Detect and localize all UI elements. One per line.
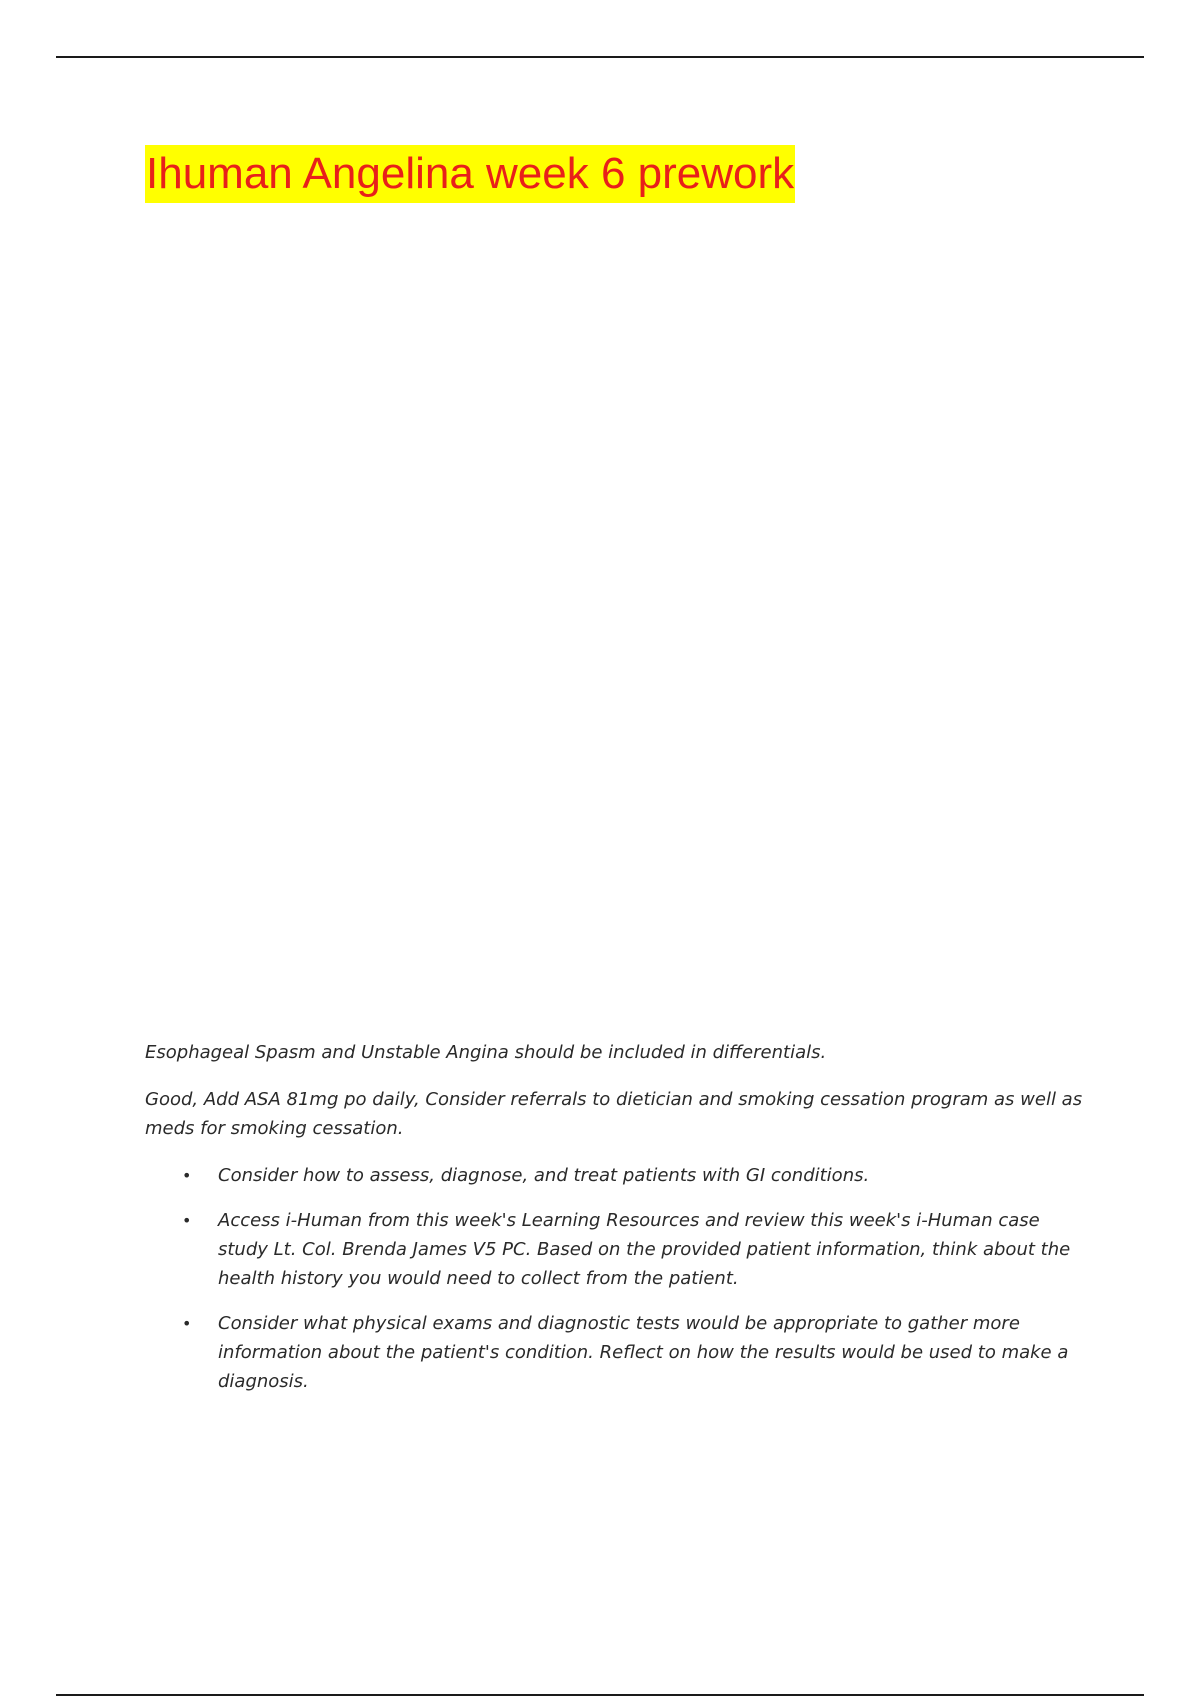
bullet-item — [145, 1309, 1095, 1396]
bottom-rule — [56, 1694, 1144, 1696]
bullet-text: Consider how to assess, diagnose, and treat patients with GI conditions. — [218, 1165, 870, 1186]
title-block — [145, 145, 795, 203]
bullet-item — [145, 1161, 1095, 1190]
bullet-text: Consider what physical exams and diagnostic tests would be appropriate to gather more information about the patient's condition. Reflect on how the results would be used to make a diagnosis. — [218, 1313, 1069, 1392]
paragraph-differentials: Esophageal Spasm and Unstable Angina should be included in differentials. — [145, 1042, 827, 1063]
bullet-item — [145, 1206, 1095, 1293]
bullet-text: Access i-Human from this week's Learning Resources and review this week's i-Human case study Lt. Col. Brenda James V5 PC. Based on the provided patient information, think about the health history you would need to collect from the patient. — [218, 1210, 1071, 1289]
document-body — [145, 1038, 1095, 1412]
bullet-list — [145, 1161, 1095, 1396]
bullet-glyph: • — [182, 1166, 192, 1185]
document-title: Ihuman Angelina week 6 prework — [145, 145, 795, 203]
bullet-glyph: • — [182, 1314, 192, 1333]
paragraph-feedback: Good, Add ASA 81mg po daily, Consider referrals to dietician and smoking cessation program as well as meds for smoking cessation. — [145, 1089, 1083, 1139]
bullet-glyph: • — [182, 1211, 192, 1230]
top-rule — [56, 56, 1144, 58]
